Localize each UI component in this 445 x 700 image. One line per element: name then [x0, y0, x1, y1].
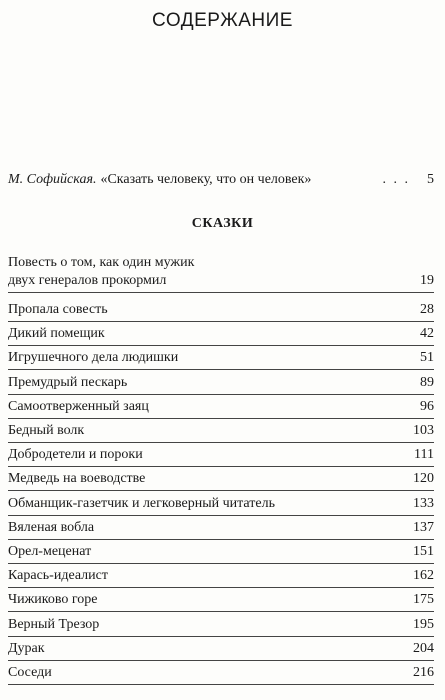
toc-entry-page-number: 96 — [420, 398, 434, 414]
toc-entry-title: Дикий помещик — [8, 326, 105, 342]
toc-entry — [8, 469, 434, 487]
toc-entry-rule — [8, 369, 434, 370]
toc-entry-title: Бедный волк — [8, 423, 85, 438]
intro-author: М. Софийская. — [8, 172, 97, 187]
toc-entry-page-number: 204 — [413, 640, 434, 656]
toc-entry — [8, 397, 434, 415]
toc-entry-title: Игрушечного дела людишки — [8, 350, 179, 366]
intro-dots: . . . — [382, 172, 410, 187]
toc-entry-title: Обманщик-газетчик и легковерный читатель — [8, 495, 275, 511]
toc-entry — [8, 253, 434, 289]
toc-entry — [8, 639, 434, 657]
intro-title: «Сказать человеку, что он человек» — [100, 172, 312, 187]
toc-entry-rule — [8, 660, 434, 661]
toc-entry-rule — [8, 563, 434, 564]
toc-entry-page-number: 19 — [420, 273, 434, 288]
toc-entry-page-number: 133 — [413, 495, 434, 511]
toc-entry-page-number: 42 — [420, 326, 434, 342]
toc-entry — [8, 324, 434, 342]
toc-entry — [8, 542, 434, 560]
toc-entry — [8, 373, 434, 391]
page-title: СОДЕРЖАНИЕ — [152, 10, 293, 31]
toc-entry-title: Медведь на воеводстве — [8, 471, 146, 487]
toc-entry-page-number: 162 — [413, 568, 434, 584]
toc-entry — [8, 566, 434, 584]
toc-entry-title: Дурак — [8, 640, 45, 656]
toc-entry-page-number: 137 — [413, 519, 434, 535]
toc-entry-rule — [8, 442, 434, 443]
toc-entry-title: Пропала совесть — [8, 302, 108, 317]
toc-entry-page-number: 103 — [413, 423, 434, 438]
toc-entry-rule — [8, 515, 434, 516]
toc-entry-title-line1: Повесть о том, как один мужик — [8, 255, 195, 270]
toc-entry-rule — [8, 636, 434, 637]
intro-page-number: 5 — [427, 172, 434, 187]
toc-entry-title: Премудрый пескарь — [8, 374, 128, 390]
toc-entry-page-number: 28 — [420, 302, 434, 317]
toc-entry-rule — [8, 292, 434, 293]
toc-entry — [8, 663, 434, 681]
toc-entry-title: Карась-идеалист — [8, 568, 108, 584]
toc-entry-title: Соседи — [8, 665, 52, 680]
section-heading: СКАЗКИ — [191, 216, 254, 231]
toc-entry-rule — [8, 418, 434, 419]
toc-entry-rule — [8, 321, 434, 322]
toc-entry-page-number: 195 — [413, 616, 434, 632]
toc-entry-page-number: 216 — [413, 665, 434, 680]
toc-entry-page-number: 51 — [420, 350, 434, 366]
toc-entry-page-number: 120 — [413, 471, 434, 487]
toc-entry-rule — [8, 345, 434, 346]
toc-entry-title: Верный Трезор — [8, 616, 100, 632]
toc-entry-page-number: 175 — [413, 592, 434, 608]
toc-entry-rule — [8, 611, 434, 612]
toc-entry-title: Вяленая вобла — [8, 519, 95, 535]
toc-entry-title: Самоотверженный заяц — [8, 398, 149, 414]
toc-entry-rule — [8, 587, 434, 588]
toc-entry-title-line2: двух генералов прокормил — [8, 273, 167, 288]
toc-entry — [8, 348, 434, 366]
toc-entry-title: Добродетели и пороки — [8, 447, 143, 463]
toc-entry-page-number: 111 — [414, 447, 434, 463]
toc-entry-rule — [8, 684, 434, 685]
toc-entry — [8, 445, 434, 463]
toc-entry-rule — [8, 466, 434, 467]
toc-entry — [8, 494, 434, 512]
toc-entry-page-number: 151 — [413, 544, 434, 559]
toc-entry — [8, 615, 434, 633]
toc-entry-title: Орел-меценат — [8, 544, 92, 559]
toc-entry-rule — [8, 539, 434, 540]
toc-entry-rule — [8, 490, 434, 491]
toc-entry — [8, 300, 434, 318]
intro-entry — [8, 172, 434, 188]
toc-entry-title: Чижиково горе — [8, 592, 98, 608]
toc-entry-page-number: 89 — [420, 374, 434, 390]
toc-entry — [8, 518, 434, 536]
toc-entry — [8, 421, 434, 439]
toc-entry — [8, 590, 434, 608]
toc-entry-rule — [8, 394, 434, 395]
